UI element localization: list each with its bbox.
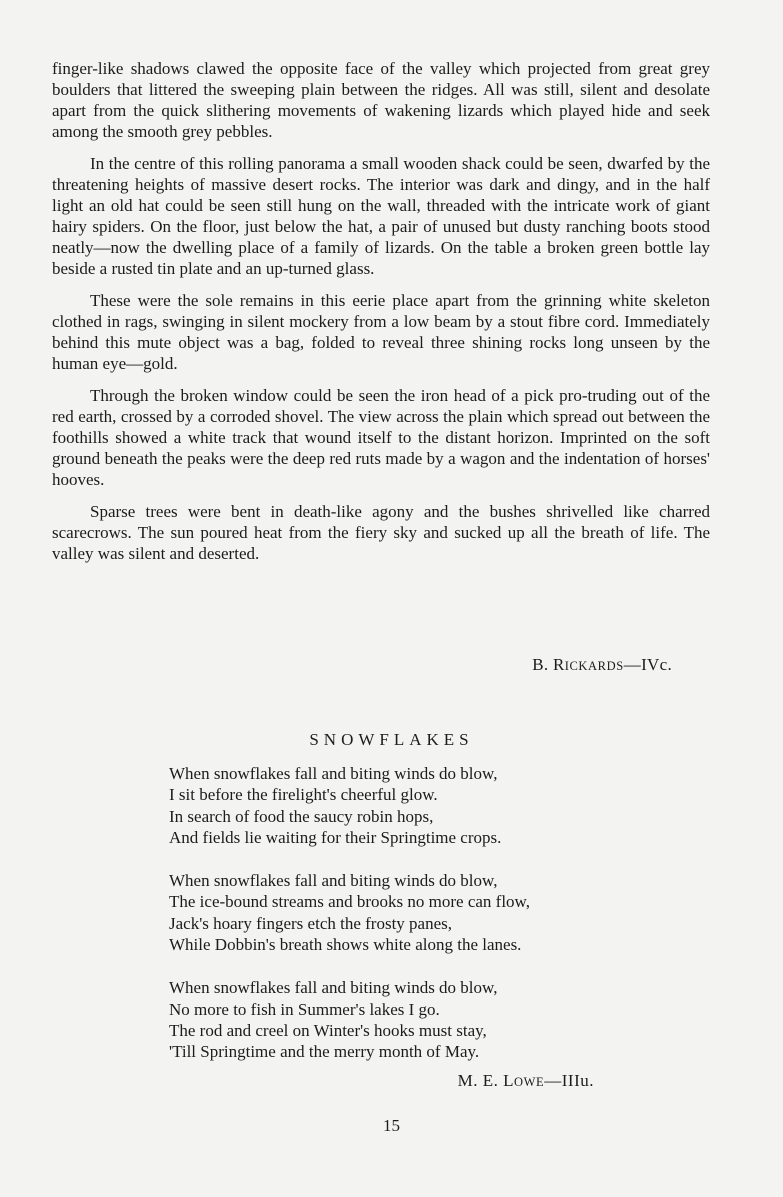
poem-stanza xyxy=(169,977,639,1062)
poem-line: The ice-bound streams and brooks no more can flow, xyxy=(169,892,530,912)
poem-line: When snowflakes fall and biting winds do blow, xyxy=(169,978,498,998)
article-author-form: —IVc. xyxy=(623,655,672,674)
poem-author-surname: OWE xyxy=(514,1075,545,1089)
article-paragraph: Through the broken window could be seen the iron head of a pick pro-truding out of the red earth, crossed by a corroded shovel. The view across the plain which spread out between the foothills showed a white track that wound itself to the distant horizon. Imprinted on the soft ground beneath the peaks were the deep red ruts made by a wagon and the indentation of horses' hooves. xyxy=(52,386,710,489)
poem-stanza xyxy=(169,763,639,848)
poem-line: In search of food the saucy robin hops, xyxy=(169,806,434,826)
poem-line: And fields lie waiting for their Springtime crops. xyxy=(169,827,502,847)
article-paragraph: These were the sole remains in this eerie place apart from the grinning white skeleton clothed in rags, swinging in silent mockery from a low beam by a stout fibre cord. Immediately behind this mute object was a bag, folded to reveal three shining rocks long unseen by the human eye—gold. xyxy=(52,291,710,373)
poem-author-initial: M. E. L xyxy=(457,1071,514,1090)
poem-body xyxy=(169,763,639,1085)
poem-author xyxy=(360,1071,594,1091)
poem-stanza xyxy=(169,870,639,955)
poem-line: When snowflakes fall and biting winds do blow, xyxy=(169,764,498,783)
article-author-surname: ICKARDS xyxy=(564,659,624,673)
poem-line: I sit before the firelight's cheerful glow. xyxy=(169,785,438,805)
article-author xyxy=(440,655,672,675)
poem-author-form: —IIIu. xyxy=(544,1071,594,1090)
article-paragraph: finger-like shadows clawed the opposite face of the valley which projected from great grey boulders that littered the sweeping plain between the ridges. All was still, silent and desolate apart from the quick slithering movements of wakening lizards which played hide and seek among the smooth grey pebbles. xyxy=(52,59,710,141)
article-body xyxy=(52,58,710,575)
poem-line: No more to fish in Summer's lakes I go. xyxy=(169,999,440,1019)
page-number: 15 xyxy=(383,1116,400,1135)
poem-line: The rod and creel on Winter's hooks must stay, xyxy=(169,1020,487,1040)
article-paragraph: Sparse trees were bent in death-like agony and the bushes shrivelled like charred scarecrows. The sun poured heat from the fiery sky and sucked up all the breath of life. The valley was silent and deserted. xyxy=(52,502,710,563)
poem-title: SNOWFLAKES xyxy=(309,730,474,749)
poem-line: 'Till Springtime and the merry month of May. xyxy=(169,1042,480,1062)
article-author-initial: B. R xyxy=(532,655,565,674)
poem-line: When snowflakes fall and biting winds do blow, xyxy=(169,871,498,891)
poem-line: Jack's hoary fingers etch the frosty panes, xyxy=(169,913,452,933)
article-paragraph: In the centre of this rolling panorama a small wooden shack could be seen, dwarfed by the threatening heights of massive desert rocks. The interior was dark and dingy, and in the half light an old hat could be seen still hung on the wall, threaded with the intricate work of giant hairy spiders. On the floor, just below the hat, a pair of unused but dusty ranching boots stood neatly—now the dwelling place of a family of lizards. On the table a broken green bottle lay beside a rusted tin plate and an up-turned glass. xyxy=(52,154,710,278)
poem-line: While Dobbin's breath shows white along the lanes. xyxy=(169,935,522,955)
